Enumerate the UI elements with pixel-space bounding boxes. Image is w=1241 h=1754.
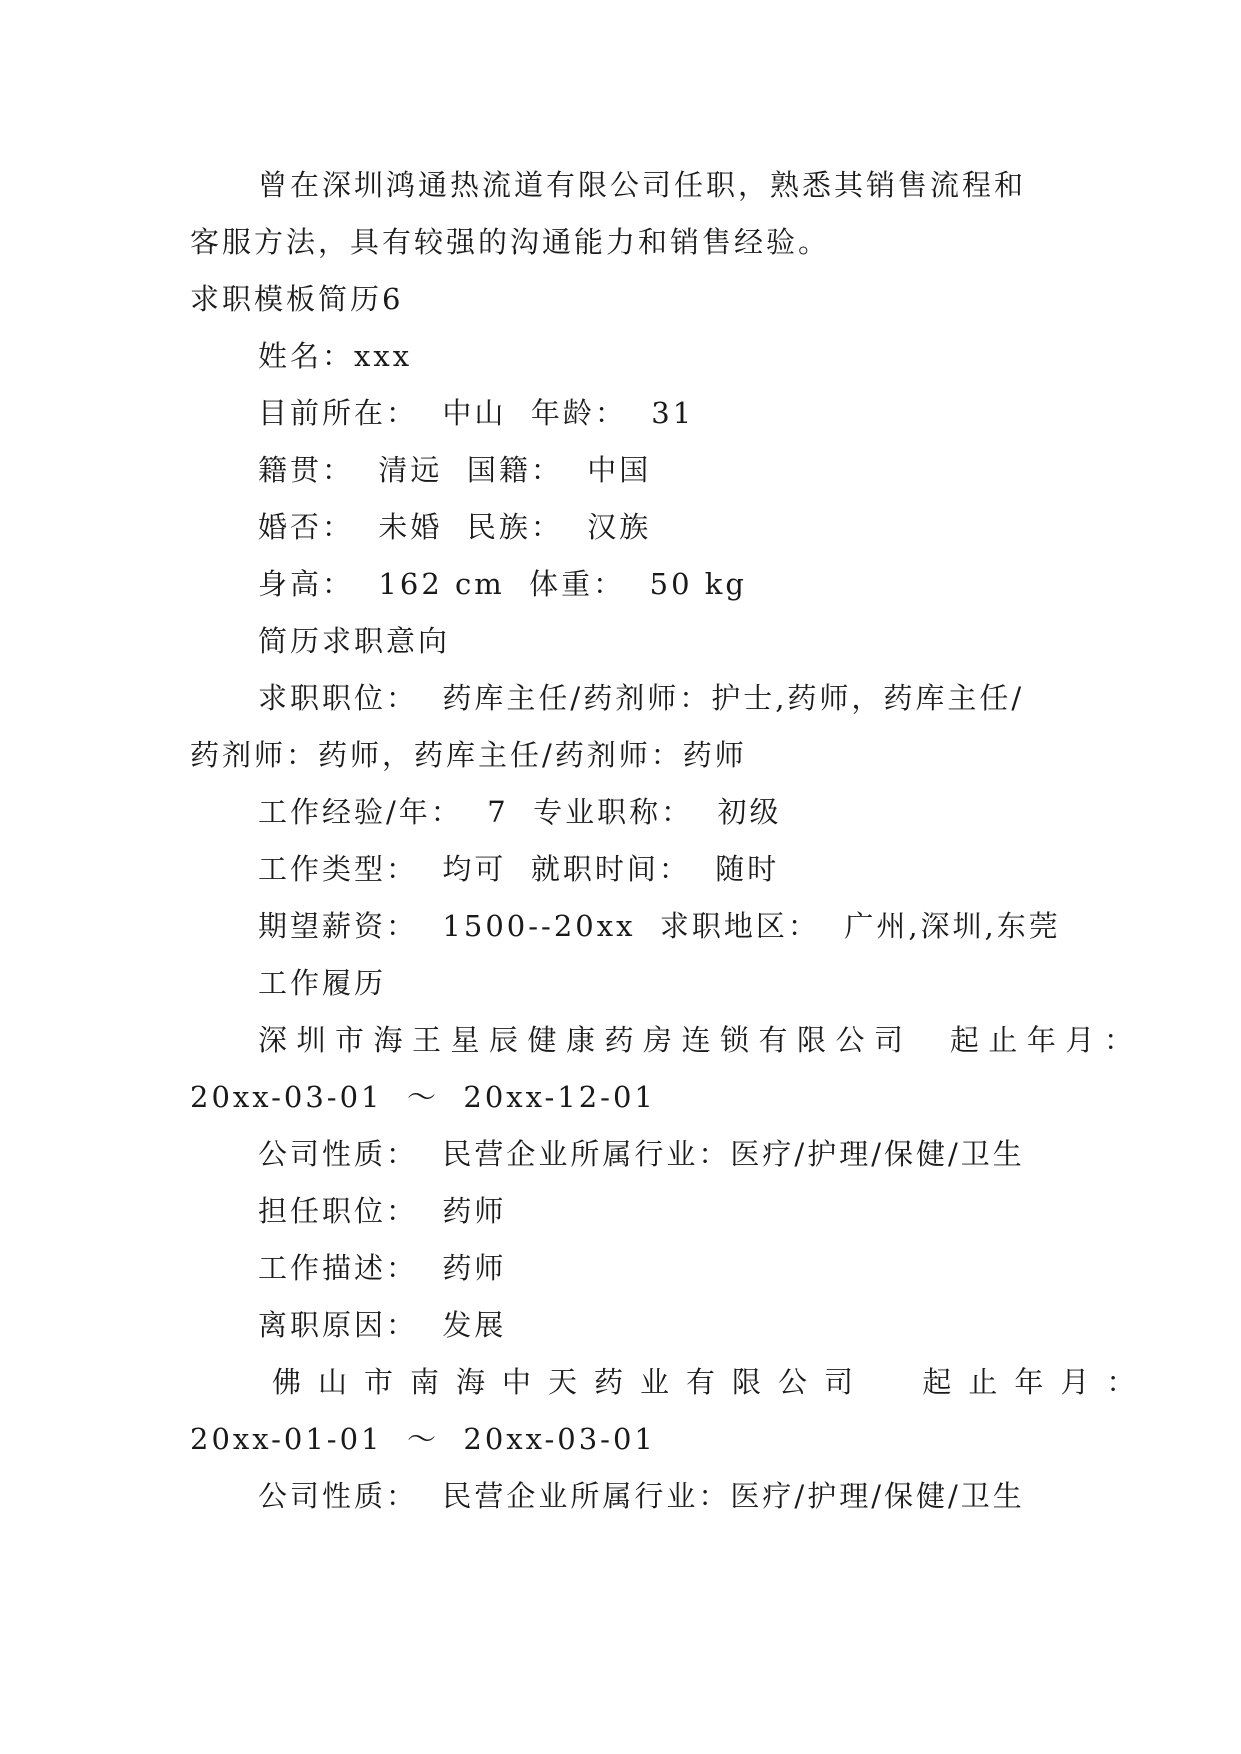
work-type-start-field: 工作类型： 均可 就职时间： 随时 (258, 852, 780, 886)
experience-title-field: 工作经验/年： 7 专业职称： 初级 (258, 795, 782, 829)
job2-company-line: 佛山市南海中天药业有限公司 起止年月： (272, 1365, 1153, 1399)
name-field: 姓名：xxx (258, 339, 413, 373)
intro-paragraph-line-1: 曾在深圳鸿通热流道有限公司任职，熟悉其销售流程和 (258, 168, 1027, 202)
salary-region-field: 期望薪资： 1500--20xx 求职地区： 广州,深圳,东莞 (258, 909, 1061, 943)
desired-position-line-1: 求职职位： 药库主任/药剂师：护士,药师，药库主任/ (258, 681, 1025, 715)
job2-period: 20xx-01-01 ～ 20xx-03-01 (190, 1422, 656, 1456)
job1-leave-reason: 离职原因： 发展 (258, 1308, 507, 1342)
marital-ethnicity-field: 婚否： 未婚 民族： 汉族 (258, 510, 652, 544)
job-intention-heading: 简历求职意向 (258, 624, 451, 658)
desired-position-line-2: 药剂师：药师，药库主任/药剂师：药师 (190, 738, 747, 772)
job2-company-type: 公司性质： 民营企业所属行业：医疗/护理/保健/卫生 (258, 1479, 1025, 1513)
work-history-heading: 工作履历 (258, 966, 387, 1000)
job1-company-line: 深圳市海王星辰健康药房连锁有限公司 起止年月： (258, 1023, 1143, 1057)
job1-description: 工作描述： 药师 (258, 1251, 507, 1285)
intro-paragraph-line-2: 客服方法，具有较强的沟通能力和销售经验。 (190, 225, 831, 259)
job1-period: 20xx-03-01 ～ 20xx-12-01 (190, 1080, 656, 1114)
job1-position: 担任职位： 药师 (258, 1194, 507, 1228)
job1-company-type: 公司性质： 民营企业所属行业：医疗/护理/保健/卫生 (258, 1137, 1025, 1171)
origin-nationality-field: 籍贯： 清远 国籍： 中国 (258, 453, 652, 487)
height-weight-field: 身高： 162 cm 体重： 50 kg (258, 567, 747, 601)
section-title: 求职模板简历6 (190, 282, 404, 316)
location-age-field: 目前所在： 中山 年龄： 31 (258, 396, 695, 430)
